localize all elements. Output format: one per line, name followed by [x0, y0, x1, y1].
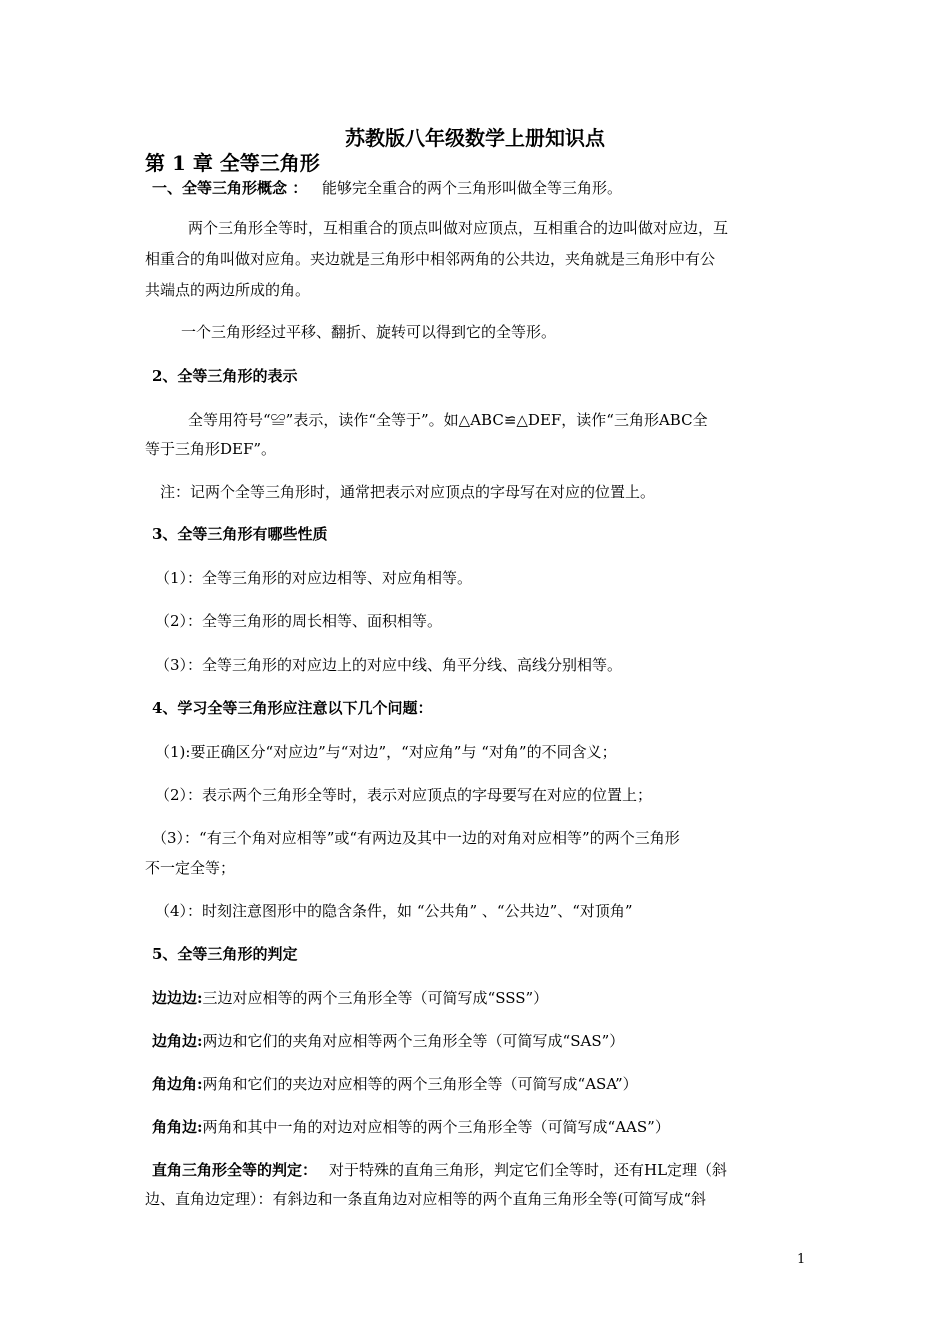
rule-aas	[152, 1117, 670, 1137]
section-2-heading: 2、全等三角形的表示	[152, 367, 298, 385]
rule-label: 角角边:	[152, 1118, 203, 1136]
section-1-heading: 一、全等三角形概念 ：	[152, 179, 308, 197]
section-3-item: （2）：全等三角形的周长相等、面积相等。	[155, 612, 443, 630]
paragraph-1-line-1: 两个三角形全等时，互相重合的顶点叫做对应顶点，互相重合的边叫做对应边，互	[188, 219, 729, 237]
section-4-item: （3）：“有三个角对应相等”或“有两边及其中一边的对角对应相等”的两个三角形	[152, 829, 680, 847]
rule-sss	[152, 988, 548, 1008]
section-4-heading: 4、学习全等三角形应注意以下几个问题：	[152, 699, 433, 717]
rule-label: 角边角:	[152, 1075, 203, 1093]
hl-rule-line-1	[152, 1160, 727, 1180]
rule-text: 两角和其中一角的对边对应相等的两个三角形全等（可简写成“AAS”）	[202, 1118, 670, 1136]
paragraph-3-line-2: 等于三角形DEF”。	[145, 440, 277, 458]
hl-rule-label: 直角三角形全等的判定：	[152, 1161, 318, 1179]
hl-rule-line-2: 边、直角边定理）：有斜边和一条直角边对应相等的两个直角三角形全等(可简写成“斜	[145, 1190, 707, 1208]
page-title: 苏教版八年级数学上册知识点	[345, 126, 605, 150]
section-4-item: （1):要正确区分“对应边”与“对边”，“对应角”与 “对角”的不同含义；	[155, 743, 617, 761]
paragraph-2: 一个三角形经过平移、翻折、旋转可以得到它的全等形。	[181, 323, 557, 341]
section-4-item-continued: 不一定全等；	[145, 859, 236, 877]
section-5-heading: 5、全等三角形的判定	[152, 945, 298, 963]
rule-label: 边边边:	[152, 989, 203, 1007]
paragraph-1-line-2: 相重合的角叫做对应角。夹边就是三角形中相邻两角的公共边，夹角就是三角形中有公	[145, 250, 716, 268]
section-4-item: （4）：时刻注意图形中的隐含条件，如 “公共角” 、“公共边”、“对顶角”	[155, 902, 633, 920]
rule-text: 两边和它们的夹角对应相等两个三角形全等（可简写成“SAS”）	[202, 1032, 625, 1050]
section-3-item: （3）：全等三角形的对应边上的对应中线、角平分线、高线分别相等。	[155, 656, 623, 674]
rule-sas	[152, 1031, 624, 1051]
rule-text: 三边对应相等的两个三角形全等（可简写成“SSS”）	[202, 989, 549, 1007]
rule-label: 边角边:	[152, 1032, 203, 1050]
rule-text: 两角和它们的夹边对应相等的两个三角形全等（可简写成“ASA”）	[202, 1075, 638, 1093]
page-number: 1	[797, 1252, 806, 1267]
paragraph-3-line-1: 全等用符号“≌”表示，读作“全等于”。如△ABC≌△DEF，读作“三角形ABC全	[188, 411, 708, 429]
section-4-item: （2）：表示两个三角形全等时，表示对应顶点的字母要写在对应的位置上；	[155, 786, 653, 804]
chapter-heading: 第 1 章 全等三角形	[145, 151, 320, 175]
rule-asa	[152, 1074, 638, 1094]
section-3-item: （1）：全等三角形的对应边相等、对应角相等。	[155, 569, 473, 587]
section-3-heading: 3、全等三角形有哪些性质	[152, 525, 328, 543]
section-1-text: 能够完全重合的两个三角形叫做全等三角形。	[322, 179, 623, 197]
hl-rule-text: 对于特殊的直角三角形，判定它们全等时，还有HL定理（斜	[329, 1161, 728, 1179]
note-text: 注：记两个全等三角形时，通常把表示对应顶点的字母写在对应的位置上。	[160, 483, 656, 501]
section-1-line	[152, 178, 622, 198]
paragraph-1-line-3: 共端点的两边所成的角。	[145, 281, 311, 299]
